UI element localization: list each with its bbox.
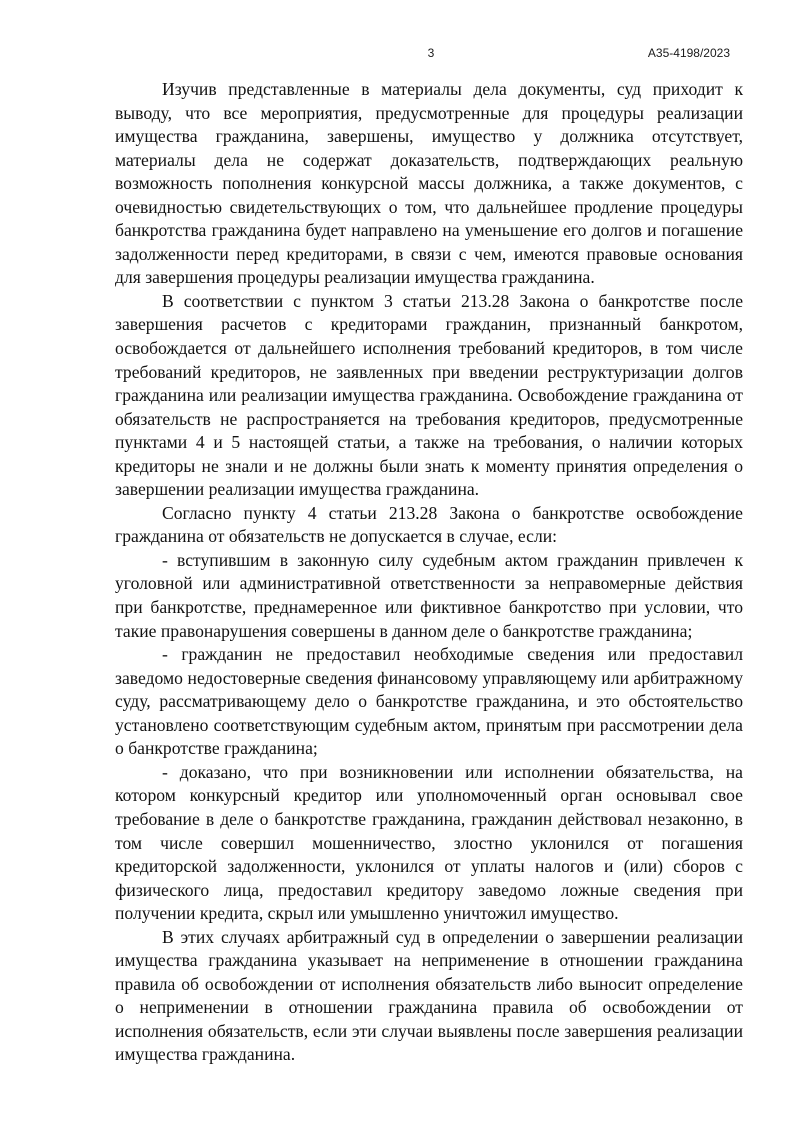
list-item-illegal-actions: - доказано, что при возникновении или исполнении обязательства, на котором конкурсный кредитор или уполномоченный орган основывал свое требование в деле о банкротстве гражданина, гражданин действовал незаконно, в том числе совершил мошенничество, злостно уклонился от погашения кредиторской задолженности, уклонился от уплаты налогов и (или) сборов с физического лица, предоставил кредитору заведомо ложные сведения при получении кредита, скрыл или умышленно уничтожил имущество. (115, 761, 743, 924)
paragraph-article-3: В соответствии с пунктом 3 статьи 213.28 Закона о банкротстве после завершения расчетов с кредиторами гражданин, признанный банкротом, освобождается от дальнейшего исполнения требований кредиторов, в том числе требований кредиторов, не заявленных при введении реструктуризации долгов гражданина или реализации имущества гражданина. Освобождение гражданина от обязательств не распространяется на требования кредиторов, предусмотренные пунктами 4 и 5 настоящей статьи, а также на требования, о наличии которых кредиторы не знали и не должны были знать к моменту принятия определения о завершении реализации имущества гражданина. (115, 290, 743, 500)
document-body (115, 78, 743, 1067)
paragraph-court-ruling: В этих случаях арбитражный суд в определении о завершении реализации имущества гражданина указывает на неприменение в отношении гражданина правила об освобождении от исполнения обязательств либо выносит определение о неприменении в отношении гражданина правила об освобождении от исполнения обязательств, если эти случаи выявлены после завершения реализации имущества гражданина. (115, 926, 743, 1065)
page-number: 3 (427, 46, 435, 60)
paragraph-article-4-intro: Согласно пункту 4 статьи 213.28 Закона о банкротстве освобождение гражданина от обязательств не допускается в случае, если: (115, 502, 743, 547)
case-number: А35-4198/2023 (647, 46, 730, 60)
paragraph-conclusion: Изучив представленные в материалы дела документы, суд приходит к выводу, что все мероприятия, предусмотренные для процедуры реализации имущества гражданина, завершены, имущество у должника отсутствует, материалы дела не содержат доказательств, подтверждающих реальную возможность пополнения конкурсной массы должника, а также документов, с очевидностью свидетельствующих о том, что дальнейшее продление процедуры банкротства гражданина будет направлено на уменьшение его долгов и погашение задолженности перед кредиторами, в связи с чем, имеются правовые основания для завершения процедуры реализации имущества гражданина. (115, 79, 743, 288)
list-item-criminal-liability: - вступившим в законную силу судебным актом гражданин привлечен к уголовной или административной ответственности за неправомерные действия при банкротстве, преднамеренное или фиктивное банкротство при условии, что такие правонарушения совершены в данном деле о банкротстве гражданина; (115, 549, 743, 641)
list-item-false-information: - гражданин не предоставил необходимые сведения или предоставил заведомо недостоверные сведения финансовому управляющему или арбитражному суду, рассматривающему дело о банкротстве гражданина, и это обстоятельство установлено соответствующим судебным актом, принятым при рассмотрении дела о банкротстве гражданина; (115, 644, 743, 759)
